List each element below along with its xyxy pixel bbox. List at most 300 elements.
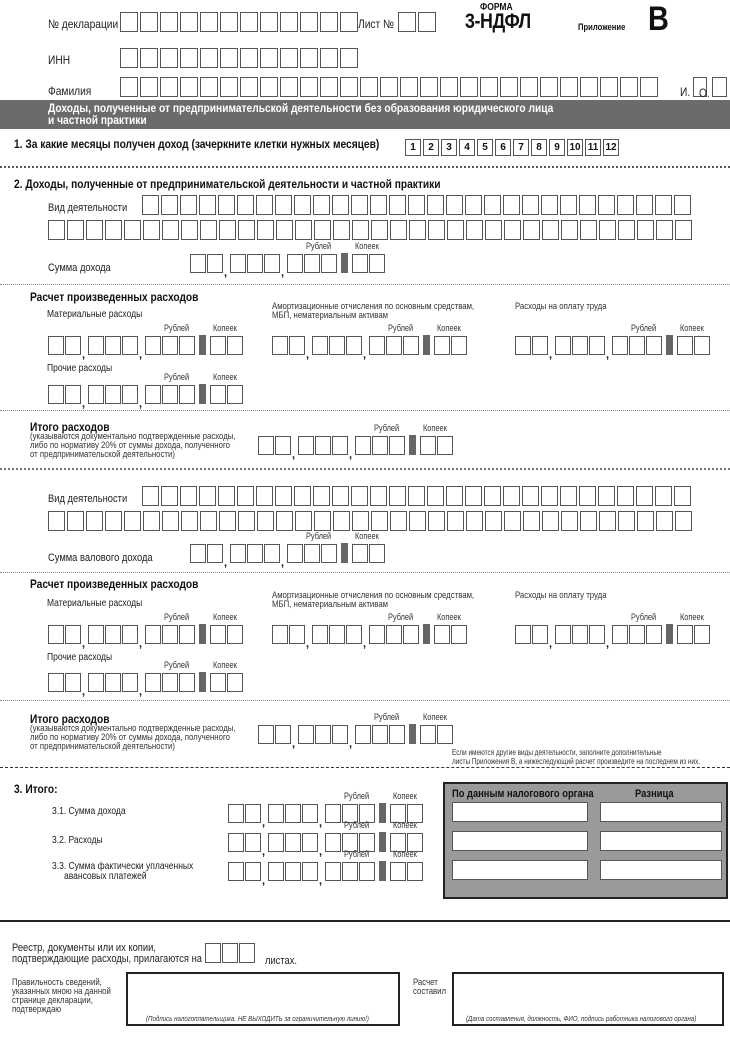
kopecks-cell[interactable]: [390, 862, 406, 881]
rubles-cell[interactable]: [515, 625, 531, 644]
input-cell[interactable]: [280, 48, 298, 68]
input-cell[interactable]: [200, 511, 217, 531]
input-cell[interactable]: [300, 48, 318, 68]
input-cell[interactable]: [620, 77, 638, 97]
rubles-cell[interactable]: [190, 544, 206, 563]
rubles-cell[interactable]: [258, 725, 274, 744]
rubles-cell[interactable]: [179, 625, 195, 644]
rubles-cell[interactable]: [48, 385, 64, 404]
tax-authority-income-field[interactable]: [452, 802, 588, 822]
input-cell[interactable]: [617, 195, 634, 215]
input-cell[interactable]: [333, 220, 350, 240]
rubles-cell[interactable]: [145, 625, 161, 644]
rubles-cell[interactable]: [289, 625, 305, 644]
rubles-cell[interactable]: [315, 436, 331, 455]
rubles-cell[interactable]: [245, 862, 261, 881]
input-cell[interactable]: [503, 195, 520, 215]
rubles-cell[interactable]: [228, 862, 244, 881]
input-cell[interactable]: [460, 77, 478, 97]
input-cell[interactable]: [275, 195, 292, 215]
rubles-cell[interactable]: [207, 544, 223, 563]
input-cell[interactable]: [340, 77, 358, 97]
input-cell[interactable]: [199, 195, 216, 215]
input-cell[interactable]: [371, 220, 388, 240]
input-cell[interactable]: [389, 195, 406, 215]
activity-cells-row1[interactable]: [142, 195, 693, 215]
month-checkbox[interactable]: 9: [549, 139, 565, 156]
input-cell[interactable]: [409, 511, 426, 531]
surname-cells[interactable]: [120, 77, 660, 97]
input-cell[interactable]: [675, 511, 692, 531]
input-cell[interactable]: [618, 511, 635, 531]
rubles-cell[interactable]: [355, 436, 371, 455]
input-cell[interactable]: [340, 48, 358, 68]
rubles-cell[interactable]: [264, 544, 280, 563]
input-cell[interactable]: [675, 220, 692, 240]
rubles-cell[interactable]: [321, 254, 337, 273]
rubles-cell[interactable]: [572, 625, 588, 644]
input-cell[interactable]: [162, 220, 179, 240]
sheet-number-cells[interactable]: [398, 12, 438, 32]
input-cell[interactable]: [199, 486, 216, 506]
rubles-cell[interactable]: [122, 336, 138, 355]
input-cell[interactable]: [219, 511, 236, 531]
input-cell[interactable]: [560, 195, 577, 215]
rubles-cell[interactable]: [122, 385, 138, 404]
input-cell[interactable]: [161, 195, 178, 215]
input-cell[interactable]: [314, 511, 331, 531]
rubles-cell[interactable]: [332, 436, 348, 455]
rubles-cell[interactable]: [48, 625, 64, 644]
rubles-cell[interactable]: [646, 625, 662, 644]
rubles-cell[interactable]: [179, 385, 195, 404]
initial-o-cell[interactable]: [712, 77, 727, 97]
difference-expenses-field[interactable]: [600, 831, 722, 851]
input-cell[interactable]: [428, 511, 445, 531]
kopecks-cell[interactable]: [210, 336, 226, 355]
input-cell[interactable]: [161, 486, 178, 506]
month-checkbox[interactable]: 12: [603, 139, 619, 156]
difference-income-field[interactable]: [600, 802, 722, 822]
input-cell[interactable]: [320, 12, 338, 32]
input-cell[interactable]: [181, 220, 198, 240]
rubles-cell[interactable]: [629, 336, 645, 355]
activity2-cells-row1[interactable]: [142, 486, 693, 506]
rubles-cell[interactable]: [304, 254, 320, 273]
input-cell[interactable]: [580, 77, 598, 97]
declaration-number-cells[interactable]: [120, 12, 360, 32]
input-cell[interactable]: [580, 220, 597, 240]
rubles-cell[interactable]: [230, 254, 246, 273]
input-cell[interactable]: [380, 77, 398, 97]
rubles-cell[interactable]: [88, 673, 104, 692]
kopecks-cell[interactable]: [227, 673, 243, 692]
rubles-cell[interactable]: [228, 833, 244, 852]
input-cell[interactable]: [280, 12, 298, 32]
rubles-cell[interactable]: [105, 625, 121, 644]
kopecks-cell[interactable]: [227, 385, 243, 404]
month-checkbox[interactable]: 8: [531, 139, 547, 156]
input-cell[interactable]: [333, 511, 350, 531]
input-cell[interactable]: [655, 486, 672, 506]
kopecks-cell[interactable]: [210, 673, 226, 692]
rubles-cell[interactable]: [346, 625, 362, 644]
input-cell[interactable]: [240, 77, 258, 97]
activity-cells-row2[interactable]: [48, 220, 694, 240]
kopecks-cell[interactable]: [437, 436, 453, 455]
input-cell[interactable]: [180, 195, 197, 215]
input-cell[interactable]: [640, 77, 658, 97]
input-cell[interactable]: [440, 77, 458, 97]
input-cell[interactable]: [504, 511, 521, 531]
input-cell[interactable]: [238, 220, 255, 240]
input-cell[interactable]: [237, 195, 254, 215]
rubles-cell[interactable]: [245, 833, 261, 852]
input-cell[interactable]: [143, 220, 160, 240]
rubles-cell[interactable]: [325, 862, 341, 881]
rubles-cell[interactable]: [325, 833, 341, 852]
kopecks-cell[interactable]: [694, 625, 710, 644]
rubles-cell[interactable]: [355, 725, 371, 744]
rubles-cell[interactable]: [369, 336, 385, 355]
input-cell[interactable]: [314, 220, 331, 240]
rubles-cell[interactable]: [572, 336, 588, 355]
rubles-cell[interactable]: [88, 385, 104, 404]
kopecks-cell[interactable]: [352, 254, 368, 273]
rubles-cell[interactable]: [298, 436, 314, 455]
input-cell[interactable]: [447, 220, 464, 240]
rubles-cell[interactable]: [275, 725, 291, 744]
input-cell[interactable]: [371, 511, 388, 531]
input-cell[interactable]: [320, 48, 338, 68]
input-cell[interactable]: [618, 220, 635, 240]
rubles-cell[interactable]: [321, 544, 337, 563]
input-cell[interactable]: [320, 77, 338, 97]
input-cell[interactable]: [485, 220, 502, 240]
input-cell[interactable]: [370, 486, 387, 506]
input-cell[interactable]: [239, 943, 255, 963]
input-cell[interactable]: [160, 48, 178, 68]
input-cell[interactable]: [86, 511, 103, 531]
input-cell[interactable]: [332, 486, 349, 506]
input-cell[interactable]: [599, 220, 616, 240]
input-cell[interactable]: [313, 195, 330, 215]
rubles-cell[interactable]: [247, 254, 263, 273]
rubles-cell[interactable]: [105, 385, 121, 404]
input-cell[interactable]: [360, 77, 378, 97]
input-cell[interactable]: [674, 486, 691, 506]
kopecks-cell[interactable]: [420, 725, 436, 744]
input-cell[interactable]: [523, 220, 540, 240]
month-checkbox[interactable]: 4: [459, 139, 475, 156]
input-cell[interactable]: [352, 511, 369, 531]
input-cell[interactable]: [427, 195, 444, 215]
input-cell[interactable]: [485, 511, 502, 531]
input-cell[interactable]: [142, 195, 159, 215]
input-cell[interactable]: [540, 77, 558, 97]
input-cell[interactable]: [300, 12, 318, 32]
rubles-cell[interactable]: [162, 625, 178, 644]
kopecks-cell[interactable]: [434, 336, 450, 355]
month-checkbox[interactable]: 3: [441, 139, 457, 156]
input-cell[interactable]: [637, 220, 654, 240]
input-cell[interactable]: [466, 220, 483, 240]
input-cell[interactable]: [503, 486, 520, 506]
input-cell[interactable]: [160, 12, 178, 32]
input-cell[interactable]: [447, 511, 464, 531]
rubles-cell[interactable]: [145, 385, 161, 404]
tax-authority-expenses-field[interactable]: [452, 831, 588, 851]
inn-cells[interactable]: [120, 48, 360, 68]
month-checkbox[interactable]: 2: [423, 139, 439, 156]
input-cell[interactable]: [240, 48, 258, 68]
rubles-cell[interactable]: [258, 436, 274, 455]
input-cell[interactable]: [500, 77, 518, 97]
input-cell[interactable]: [260, 12, 278, 32]
input-cell[interactable]: [400, 77, 418, 97]
input-cell[interactable]: [280, 77, 298, 97]
kopecks-cell[interactable]: [434, 625, 450, 644]
taxpayer-signature-box[interactable]: [126, 972, 400, 1026]
kopecks-cell[interactable]: [677, 625, 693, 644]
input-cell[interactable]: [86, 220, 103, 240]
input-cell[interactable]: [219, 220, 236, 240]
rubles-cell[interactable]: [403, 625, 419, 644]
input-cell[interactable]: [370, 195, 387, 215]
input-cell[interactable]: [617, 486, 634, 506]
input-cell[interactable]: [523, 511, 540, 531]
kopecks-cell[interactable]: [451, 625, 467, 644]
rubles-cell[interactable]: [179, 336, 195, 355]
rubles-cell[interactable]: [325, 804, 341, 823]
input-cell[interactable]: [542, 220, 559, 240]
input-cell[interactable]: [222, 943, 238, 963]
input-cell[interactable]: [120, 48, 138, 68]
rubles-cell[interactable]: [230, 544, 246, 563]
rubles-cell[interactable]: [612, 625, 628, 644]
input-cell[interactable]: [418, 12, 436, 32]
rubles-cell[interactable]: [268, 833, 284, 852]
rubles-cell[interactable]: [386, 625, 402, 644]
input-cell[interactable]: [256, 195, 273, 215]
rubles-cell[interactable]: [105, 673, 121, 692]
input-cell[interactable]: [48, 220, 65, 240]
input-cell[interactable]: [599, 511, 616, 531]
rubles-cell[interactable]: [285, 833, 301, 852]
rubles-cell[interactable]: [207, 254, 223, 273]
input-cell[interactable]: [237, 486, 254, 506]
input-cell[interactable]: [466, 511, 483, 531]
rubles-cell[interactable]: [629, 625, 645, 644]
input-cell[interactable]: [240, 12, 258, 32]
input-cell[interactable]: [446, 486, 463, 506]
input-cell[interactable]: [655, 195, 672, 215]
rubles-cell[interactable]: [285, 804, 301, 823]
input-cell[interactable]: [656, 220, 673, 240]
input-cell[interactable]: [561, 220, 578, 240]
rubles-cell[interactable]: [268, 862, 284, 881]
input-cell[interactable]: [579, 195, 596, 215]
rubles-cell[interactable]: [532, 625, 548, 644]
rubles-cell[interactable]: [179, 673, 195, 692]
rubles-cell[interactable]: [65, 336, 81, 355]
input-cell[interactable]: [180, 48, 198, 68]
input-cell[interactable]: [124, 511, 141, 531]
kopecks-cell[interactable]: [677, 336, 693, 355]
input-cell[interactable]: [504, 220, 521, 240]
input-cell[interactable]: [313, 486, 330, 506]
input-cell[interactable]: [580, 511, 597, 531]
month-checkbox[interactable]: 11: [585, 139, 601, 156]
rubles-cell[interactable]: [342, 862, 358, 881]
rubles-cell[interactable]: [304, 544, 320, 563]
input-cell[interactable]: [200, 77, 218, 97]
input-cell[interactable]: [260, 48, 278, 68]
rubles-cell[interactable]: [145, 336, 161, 355]
kopecks-cell[interactable]: [227, 336, 243, 355]
input-cell[interactable]: [520, 77, 538, 97]
registry-sheets-cells[interactable]: [205, 943, 256, 963]
input-cell[interactable]: [295, 511, 312, 531]
month-checkbox[interactable]: 5: [477, 139, 493, 156]
input-cell[interactable]: [484, 195, 501, 215]
input-cell[interactable]: [465, 195, 482, 215]
month-checkbox[interactable]: 7: [513, 139, 529, 156]
rubles-cell[interactable]: [162, 385, 178, 404]
rubles-cell[interactable]: [105, 336, 121, 355]
input-cell[interactable]: [200, 48, 218, 68]
input-cell[interactable]: [238, 511, 255, 531]
kopecks-cell[interactable]: [437, 725, 453, 744]
input-cell[interactable]: [257, 220, 274, 240]
input-cell[interactable]: [561, 511, 578, 531]
input-cell[interactable]: [142, 486, 159, 506]
tax-authority-advance-field[interactable]: [452, 860, 588, 880]
kopecks-cell[interactable]: [227, 625, 243, 644]
input-cell[interactable]: [351, 486, 368, 506]
rubles-cell[interactable]: [369, 625, 385, 644]
rubles-cell[interactable]: [247, 544, 263, 563]
input-cell[interactable]: [420, 77, 438, 97]
input-cell[interactable]: [598, 486, 615, 506]
rubles-cell[interactable]: [372, 436, 388, 455]
rubles-cell[interactable]: [315, 725, 331, 744]
rubles-cell[interactable]: [403, 336, 419, 355]
rubles-cell[interactable]: [312, 625, 328, 644]
input-cell[interactable]: [541, 195, 558, 215]
rubles-cell[interactable]: [162, 336, 178, 355]
rubles-cell[interactable]: [386, 336, 402, 355]
input-cell[interactable]: [120, 77, 138, 97]
input-cell[interactable]: [140, 48, 158, 68]
input-cell[interactable]: [541, 486, 558, 506]
input-cell[interactable]: [105, 511, 122, 531]
input-cell[interactable]: [180, 486, 197, 506]
input-cell[interactable]: [205, 943, 221, 963]
rubles-cell[interactable]: [162, 673, 178, 692]
difference-advance-field[interactable]: [600, 860, 722, 880]
month-checkbox[interactable]: 6: [495, 139, 511, 156]
input-cell[interactable]: [220, 12, 238, 32]
input-cell[interactable]: [218, 195, 235, 215]
input-cell[interactable]: [637, 511, 654, 531]
rubles-cell[interactable]: [298, 725, 314, 744]
rubles-cell[interactable]: [65, 385, 81, 404]
rubles-cell[interactable]: [302, 833, 318, 852]
rubles-cell[interactable]: [285, 862, 301, 881]
rubles-cell[interactable]: [65, 673, 81, 692]
rubles-cell[interactable]: [302, 804, 318, 823]
input-cell[interactable]: [160, 77, 178, 97]
activity2-cells-row2[interactable]: [48, 511, 694, 531]
input-cell[interactable]: [636, 195, 653, 215]
rubles-cell[interactable]: [287, 254, 303, 273]
input-cell[interactable]: [428, 220, 445, 240]
input-cell[interactable]: [200, 220, 217, 240]
rubles-cell[interactable]: [389, 436, 405, 455]
input-cell[interactable]: [257, 511, 274, 531]
rubles-cell[interactable]: [289, 336, 305, 355]
input-cell[interactable]: [389, 486, 406, 506]
officer-signature-box[interactable]: [452, 972, 724, 1026]
input-cell[interactable]: [409, 220, 426, 240]
input-cell[interactable]: [294, 195, 311, 215]
input-cell[interactable]: [398, 12, 416, 32]
rubles-cell[interactable]: [389, 725, 405, 744]
rubles-cell[interactable]: [88, 625, 104, 644]
rubles-cell[interactable]: [329, 625, 345, 644]
input-cell[interactable]: [340, 12, 358, 32]
input-cell[interactable]: [276, 511, 293, 531]
rubles-cell[interactable]: [359, 862, 375, 881]
input-cell[interactable]: [408, 486, 425, 506]
rubles-cell[interactable]: [515, 336, 531, 355]
rubles-cell[interactable]: [145, 673, 161, 692]
input-cell[interactable]: [656, 511, 673, 531]
input-cell[interactable]: [256, 486, 273, 506]
rubles-cell[interactable]: [228, 804, 244, 823]
input-cell[interactable]: [408, 195, 425, 215]
input-cell[interactable]: [332, 195, 349, 215]
rubles-cell[interactable]: [532, 336, 548, 355]
input-cell[interactable]: [275, 486, 292, 506]
rubles-cell[interactable]: [275, 436, 291, 455]
input-cell[interactable]: [181, 511, 198, 531]
input-cell[interactable]: [67, 220, 84, 240]
input-cell[interactable]: [276, 220, 293, 240]
input-cell[interactable]: [636, 486, 653, 506]
kopecks-cell[interactable]: [369, 254, 385, 273]
month-checkbox[interactable]: 10: [567, 139, 583, 156]
rubles-cell[interactable]: [287, 544, 303, 563]
kopecks-cell[interactable]: [694, 336, 710, 355]
input-cell[interactable]: [484, 486, 501, 506]
input-cell[interactable]: [600, 77, 618, 97]
kopecks-cell[interactable]: [369, 544, 385, 563]
rubles-cell[interactable]: [65, 625, 81, 644]
input-cell[interactable]: [294, 486, 311, 506]
rubles-cell[interactable]: [48, 673, 64, 692]
input-cell[interactable]: [390, 220, 407, 240]
input-cell[interactable]: [390, 511, 407, 531]
input-cell[interactable]: [560, 77, 578, 97]
input-cell[interactable]: [120, 12, 138, 32]
input-cell[interactable]: [522, 486, 539, 506]
rubles-cell[interactable]: [589, 625, 605, 644]
input-cell[interactable]: [180, 12, 198, 32]
rubles-cell[interactable]: [122, 625, 138, 644]
kopecks-cell[interactable]: [420, 436, 436, 455]
